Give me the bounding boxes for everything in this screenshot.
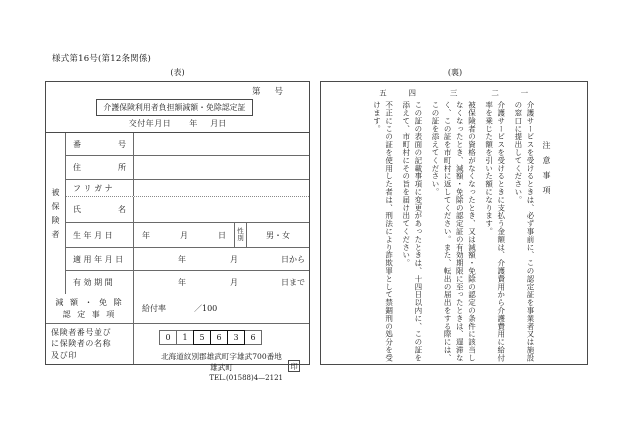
valid-year-unit: 年 [178,278,186,287]
back-notes-panel [320,81,588,365]
side-label-char-4: 者 [51,229,60,239]
insured-furigana-label [66,180,134,196]
note-marker: 一 [519,89,529,97]
sex-label [234,223,247,247]
valid-period-fields[interactable] [134,271,309,294]
insured-furigana-field[interactable] [134,180,309,196]
insured-name-field[interactable] [134,197,309,222]
insured-number-label-a: 番 [73,139,81,149]
birth-date-fields[interactable] [134,223,234,247]
certificate-number-line [252,85,297,97]
insurer-label-line1: 保険者番号並び [51,327,112,337]
valid-period-tail: 日まで [281,278,305,287]
sex-label-char-1: 性 [237,227,244,236]
side-label-char-1: 被 [51,187,60,197]
insured-name-label-b: 名 [118,205,126,214]
insurer-number-digit[interactable]: 0 [159,330,177,345]
insurer-town: 雄武町 [210,363,233,372]
note-item [429,89,479,363]
valid-period-label [66,271,134,294]
note-text: 不正にこの証を使用した者は、刑法により詐欺罪として禁錮刑の処分を受けます。 [372,100,394,362]
seal-stamp-icon: 印 [288,360,300,372]
insured-address-label [66,156,134,179]
insurer-address: 北海道紋別郡雄武町字雄武700番地 [161,352,282,361]
side-label-char-2: 保 [51,201,60,211]
form-number: 様式第16号(第12条関係) [52,54,152,64]
insurer-label-line3: 及び印 [51,350,77,360]
side-label-char-3: 険 [51,215,60,225]
insurer-number-digit[interactable]: 1 [176,330,194,345]
certificate-header [46,82,309,133]
note-text: 介護サービスを受けるときは、必ず事前に、この認定証を事業者又は施設の窓口に提出してください。 [513,100,535,362]
insurer-number-digit[interactable]: 6 [244,330,262,345]
insured-number-field[interactable] [134,133,309,155]
insured-rows [66,133,309,294]
insurer-label [46,324,134,364]
issue-date-label: 交付年月日 [128,119,172,128]
row-benefit-rate [46,294,309,324]
insurer-label-line2: に保険者の名称 [51,339,112,349]
note-item [370,89,395,363]
row-insured-number [66,133,309,156]
benefit-label-line2: 認 定 事 項 [62,309,117,319]
apply-month-unit: 月 [230,254,238,264]
issue-date-year: 年 [189,119,211,128]
insurer-number-digit[interactable]: 5 [193,330,211,345]
note-marker: 四 [407,89,417,97]
insured-person-block [46,133,309,294]
birth-month-unit: 月 [180,230,188,240]
note-marker: 三 [449,89,459,97]
row-apply-date [66,248,309,271]
note-text: 被保険者の資格がなくなったとき、又は減額・免除の認定の条件に該当しなくなったとき、減額・免除の認定証の有効期限に至ったときは、遅滞なく、この証を市町村に返してください。また、転出の届出をする際には、この証を添えてください。 [431,100,477,362]
benefit-label-line1: 減 額 ・ 免 除 [55,297,124,307]
sex-value[interactable]: 男・女 [266,230,290,240]
insured-number-label-b: 号 [118,139,126,149]
note-text: この証の表面の記載事項に変更があったときは、十四日以内に、この証を添えて、市町村にその旨を届け出てください。 [401,100,423,362]
birth-date-label [66,223,134,247]
apply-year-unit: 年 [178,254,186,264]
row-insured-address [66,156,309,180]
insured-address-field[interactable] [134,156,309,179]
apply-date-label-text: 適 用 年 月 日 [73,254,124,264]
front-certificate-table [45,81,310,382]
note-marker: 二 [490,89,500,97]
notes-heading: 注意事項 [542,141,551,201]
note-item [400,89,425,363]
apply-date-tail: 日から [281,254,305,264]
insured-name-label-a: 氏 [73,205,81,214]
apply-date-label [66,248,134,270]
row-insured-furigana [66,180,309,197]
benefit-rate-field[interactable] [134,294,309,323]
valid-period-label-text: 有 効 期 間 [73,278,113,287]
insurer-number-digit[interactable]: 6 [210,330,228,345]
valid-month-unit: 月 [230,278,238,287]
insured-address-label-b: 所 [118,163,126,172]
front-side-caption: (表) [170,68,185,77]
certificate-title: 介護保険利用者負担額減額・免除認定証 [96,99,253,116]
insurer-telephone: TEL.(01588)4—2121 [209,374,283,382]
row-birth-date [66,223,309,248]
benefit-rate-label: 給付率 [142,304,166,313]
certificate-number-unit: 号 [274,87,297,97]
insured-person-side-label [46,133,66,294]
birth-day-unit: 日 [218,230,226,240]
note-text: 介護サービスを受けるときに支払う金額は、介護費用から介護費用に給付率を乗じた額を引いた額になります。 [484,100,506,362]
birth-year-unit: 年 [142,230,150,240]
notes-list [366,89,537,363]
sex-label-char-2: 別 [237,234,244,242]
note-marker: 五 [378,89,388,97]
issue-date-day: 日 [218,119,227,128]
row-insurer [46,324,309,382]
benefit-rate-value: ／100 [194,304,218,313]
insured-number-label [66,133,134,155]
note-item [482,89,507,363]
insurer-body [134,324,309,382]
birth-date-label-text: 生 年 月 日 [73,230,113,240]
note-item [512,89,537,363]
insured-name-label [66,197,134,222]
certificate-number-label: 第 [251,87,275,97]
issue-date-month: 月 [210,119,219,128]
back-side-caption: (裏) [447,68,463,77]
apply-date-fields[interactable] [134,248,309,270]
row-insured-name [66,197,309,223]
row-valid-period [66,271,309,294]
benefit-label [46,294,134,323]
issue-date-line [46,118,309,129]
insurer-number-boxes[interactable] [160,330,262,345]
insured-address-label-a: 住 [73,163,81,172]
insured-furigana-label-text: フ リ ガ ナ [73,183,113,193]
insurer-number-digit[interactable]: 3 [227,330,245,345]
